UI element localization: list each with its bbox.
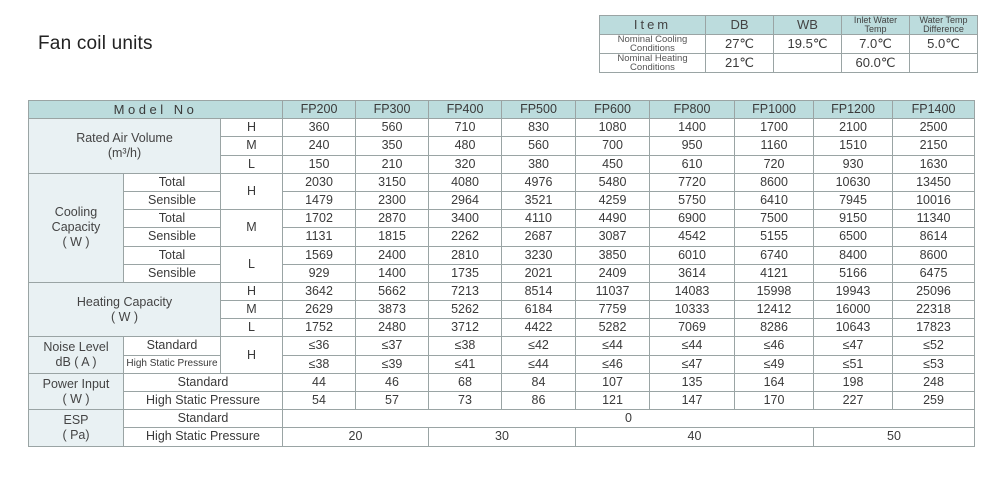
spec-cell: 1400 (356, 264, 429, 282)
spec-cell: 4259 (576, 191, 650, 209)
spec-cell: 3614 (650, 264, 735, 282)
spec-cell: 7213 (429, 282, 502, 300)
spec-cell: 150 (283, 155, 356, 173)
spec-cell: 1080 (576, 119, 650, 137)
spec-cell: 4422 (502, 319, 576, 337)
spec-cell: 5166 (814, 264, 893, 282)
row-unit: ( Pa) (62, 427, 90, 442)
spec-cell: 68 (429, 373, 502, 391)
spec-cell: ≤44 (650, 337, 735, 355)
spec-cell: 6410 (735, 191, 814, 209)
row-label: Rated Air Volume (76, 130, 173, 145)
esp-high-value: 20 (283, 428, 429, 446)
conditions-header-db: DB (706, 16, 774, 35)
spec-cell: 1630 (893, 155, 975, 173)
conditions-cell: 5.0℃ (910, 35, 978, 54)
spec-cell: 7759 (576, 301, 650, 319)
spec-cell: 7720 (650, 173, 735, 191)
model-header-fp200: FP200 (283, 101, 356, 119)
row-unit: ( W ) (62, 391, 90, 406)
spec-cell: 57 (356, 392, 429, 410)
spec-cell: 10333 (650, 301, 735, 319)
cooling-sensible-label: Sensible (124, 191, 221, 209)
esp-standard-row (29, 410, 975, 428)
cooling-total-label: Total (124, 173, 221, 191)
spec-cell: 46 (356, 373, 429, 391)
spec-cell: 560 (502, 137, 576, 155)
speed-label: L (221, 319, 283, 337)
spec-cell: 17823 (893, 319, 975, 337)
spec-cell: 44 (283, 373, 356, 391)
spec-cell: ≤46 (576, 355, 650, 373)
cooling-total-row (29, 246, 975, 264)
model-header-fp800: FP800 (650, 101, 735, 119)
spec-cell: 560 (356, 119, 429, 137)
spec-cell: 8286 (735, 319, 814, 337)
model-header-fp1200: FP1200 (814, 101, 893, 119)
spec-cell: 710 (429, 119, 502, 137)
conditions-table (599, 15, 978, 73)
esp-high-label: High Static Pressure (124, 428, 283, 446)
spec-cell: 14083 (650, 282, 735, 300)
row-label: Cooling Capacity (51, 205, 101, 235)
air-volume-row (29, 119, 975, 137)
cooling-total-label: Total (124, 210, 221, 228)
spec-cell: 54 (283, 392, 356, 410)
spec-cell: 86 (502, 392, 576, 410)
spec-cell: 4542 (650, 228, 735, 246)
power-input-label (29, 373, 124, 409)
spec-cell: 350 (356, 137, 429, 155)
spec-cell: 1131 (283, 228, 356, 246)
conditions-label: Nominal Heating Conditions (600, 54, 706, 73)
spec-cell: ≤42 (502, 337, 576, 355)
spec-cell: 2629 (283, 301, 356, 319)
spec-cell: 1160 (735, 137, 814, 155)
spec-cell: 259 (893, 392, 975, 410)
spec-cell: 1510 (814, 137, 893, 155)
spec-cell: 8614 (893, 228, 975, 246)
power-row (29, 392, 975, 410)
cooling-sensible-row (29, 228, 975, 246)
spec-cell: 16000 (814, 301, 893, 319)
spec-cell: 15998 (735, 282, 814, 300)
spec-cell: 170 (735, 392, 814, 410)
row-label: Noise Level (43, 340, 109, 355)
spec-table (28, 100, 975, 447)
spec-cell: 3521 (502, 191, 576, 209)
spec-cell: 8600 (893, 246, 975, 264)
spec-cell: 2409 (576, 264, 650, 282)
spec-cell: 1400 (650, 119, 735, 137)
spec-cell: 6475 (893, 264, 975, 282)
spec-cell: 73 (429, 392, 502, 410)
spec-cell: 1479 (283, 191, 356, 209)
spec-cell: 3230 (502, 246, 576, 264)
spec-cell: 198 (814, 373, 893, 391)
spec-cell: ≤47 (650, 355, 735, 373)
spec-cell: 320 (429, 155, 502, 173)
row-label: Power Input (42, 376, 110, 391)
esp-high-value: 50 (814, 428, 975, 446)
spec-cell: 25096 (893, 282, 975, 300)
spec-cell: ≤49 (735, 355, 814, 373)
conditions-cell: 21℃ (706, 54, 774, 73)
spec-cell: 1569 (283, 246, 356, 264)
cooling-sensible-label: Sensible (124, 228, 221, 246)
spec-cell: 950 (650, 137, 735, 155)
spec-cell: ≤39 (356, 355, 429, 373)
spec-cell: 227 (814, 392, 893, 410)
spec-cell: 8514 (502, 282, 576, 300)
esp-high-value: 30 (429, 428, 576, 446)
row-unit: ( W ) (110, 309, 139, 324)
model-header-fp400: FP400 (429, 101, 502, 119)
esp-standard-value: 0 (283, 410, 975, 428)
spec-cell: ≤46 (735, 337, 814, 355)
spec-cell: 10643 (814, 319, 893, 337)
spec-cell: 930 (814, 155, 893, 173)
spec-cell: ≤38 (283, 355, 356, 373)
spec-cell: 929 (283, 264, 356, 282)
spec-cell: 1815 (356, 228, 429, 246)
power-row (29, 373, 975, 391)
spec-cell: 240 (283, 137, 356, 155)
spec-cell: 135 (650, 373, 735, 391)
esp-standard-label: Standard (124, 410, 283, 428)
esp-high-value: 40 (576, 428, 814, 446)
spec-cell: 147 (650, 392, 735, 410)
spec-cell: 5155 (735, 228, 814, 246)
spec-cell: 4080 (429, 173, 502, 191)
spec-cell: 6900 (650, 210, 735, 228)
cooling-total-row (29, 210, 975, 228)
noise-type-label: Standard (124, 337, 221, 355)
spec-cell: 720 (735, 155, 814, 173)
spec-cell: 7945 (814, 191, 893, 209)
heating-capacity-label (29, 282, 221, 337)
noise-row (29, 337, 975, 355)
spec-cell: 7500 (735, 210, 814, 228)
spec-cell: 4110 (502, 210, 576, 228)
speed-label: H (221, 337, 283, 373)
model-header-fp600: FP600 (576, 101, 650, 119)
heating-row (29, 282, 975, 300)
conditions-header-wb: WB (774, 16, 842, 35)
spec-cell: 5262 (429, 301, 502, 319)
spec-cell: ≤36 (283, 337, 356, 355)
spec-cell: 4490 (576, 210, 650, 228)
model-no-header: Model No (29, 101, 283, 119)
spec-cell: 9150 (814, 210, 893, 228)
spec-cell: ≤44 (502, 355, 576, 373)
spec-cell: 3712 (429, 319, 502, 337)
spec-cell: 1752 (283, 319, 356, 337)
conditions-cell: 60.0℃ (842, 54, 910, 73)
speed-label: M (221, 137, 283, 155)
spec-cell: 1702 (283, 210, 356, 228)
cooling-capacity-label (29, 173, 124, 282)
spec-cell: ≤47 (814, 337, 893, 355)
spec-cell: ≤44 (576, 337, 650, 355)
conditions-row-heating (600, 54, 978, 73)
spec-cell: 2687 (502, 228, 576, 246)
spec-cell: 1735 (429, 264, 502, 282)
spec-cell: 164 (735, 373, 814, 391)
model-header-fp1000: FP1000 (735, 101, 814, 119)
cooling-total-label: Total (124, 246, 221, 264)
spec-cell: 13450 (893, 173, 975, 191)
speed-label: H (221, 119, 283, 137)
spec-cell: 4976 (502, 173, 576, 191)
speed-label: H (221, 282, 283, 300)
air-volume-label (29, 119, 221, 174)
spec-cell: ≤41 (429, 355, 502, 373)
conditions-header-diff: Water Temp Difference (910, 16, 978, 35)
model-header-fp500: FP500 (502, 101, 576, 119)
conditions-label: Nominal Cooling Conditions (600, 35, 706, 54)
esp-high-row (29, 428, 975, 446)
row-label: ESP (63, 412, 89, 427)
spec-cell: 210 (356, 155, 429, 173)
spec-cell: 2400 (356, 246, 429, 264)
spec-cell: 380 (502, 155, 576, 173)
spec-cell: 107 (576, 373, 650, 391)
speed-label: M (221, 210, 283, 246)
esp-label (29, 410, 124, 446)
spec-cell: 3642 (283, 282, 356, 300)
speed-label: H (221, 173, 283, 209)
spec-cell: 480 (429, 137, 502, 155)
model-header-fp300: FP300 (356, 101, 429, 119)
noise-row (29, 355, 975, 373)
spec-cell: 10630 (814, 173, 893, 191)
spec-cell: 22318 (893, 301, 975, 319)
spec-cell: 2150 (893, 137, 975, 155)
spec-cell: ≤37 (356, 337, 429, 355)
spec-cell: 2500 (893, 119, 975, 137)
spec-cell: 11037 (576, 282, 650, 300)
cooling-sensible-row (29, 264, 975, 282)
speed-label: L (221, 246, 283, 282)
cooling-sensible-label: Sensible (124, 264, 221, 282)
spec-cell: 360 (283, 119, 356, 137)
spec-cell: 5480 (576, 173, 650, 191)
conditions-row-cooling (600, 35, 978, 54)
cooling-sensible-row (29, 191, 975, 209)
spec-cell: 1700 (735, 119, 814, 137)
spec-cell: 3087 (576, 228, 650, 246)
spec-cell: 5750 (650, 191, 735, 209)
spec-cell: ≤38 (429, 337, 502, 355)
row-label: Heating Capacity (76, 294, 173, 309)
spec-cell: 5662 (356, 282, 429, 300)
spec-cell: 3873 (356, 301, 429, 319)
model-header-row (29, 101, 975, 119)
cooling-total-row (29, 173, 975, 191)
spec-cell: 10016 (893, 191, 975, 209)
spec-cell: ≤51 (814, 355, 893, 373)
spec-cell: 2870 (356, 210, 429, 228)
spec-cell: 7069 (650, 319, 735, 337)
spec-cell: 2021 (502, 264, 576, 282)
power-type-label: Standard (124, 373, 283, 391)
spec-cell: ≤52 (893, 337, 975, 355)
spec-cell: 11340 (893, 210, 975, 228)
conditions-cell (774, 54, 842, 73)
spec-cell: 2100 (814, 119, 893, 137)
spec-cell: ≤53 (893, 355, 975, 373)
conditions-header-row (600, 16, 978, 35)
spec-cell: 3850 (576, 246, 650, 264)
conditions-header-item: Item (600, 16, 706, 35)
speed-label: M (221, 301, 283, 319)
spec-cell: 3150 (356, 173, 429, 191)
spec-cell: 248 (893, 373, 975, 391)
spec-cell: 4121 (735, 264, 814, 282)
spec-cell: 8400 (814, 246, 893, 264)
spec-cell: 2030 (283, 173, 356, 191)
spec-cell: 6010 (650, 246, 735, 264)
spec-cell: 2262 (429, 228, 502, 246)
row-unit: dB ( A ) (55, 355, 97, 370)
conditions-header-inlet: Inlet Water Temp (842, 16, 910, 35)
spec-cell: 450 (576, 155, 650, 173)
spec-cell: 830 (502, 119, 576, 137)
conditions-cell: 7.0℃ (842, 35, 910, 54)
spec-cell: 6740 (735, 246, 814, 264)
row-unit: ( W ) (62, 235, 90, 250)
spec-cell: 8600 (735, 173, 814, 191)
spec-cell: 2300 (356, 191, 429, 209)
model-header-fp1400: FP1400 (893, 101, 975, 119)
spec-cell: 2480 (356, 319, 429, 337)
spec-cell: 2810 (429, 246, 502, 264)
spec-cell: 2964 (429, 191, 502, 209)
speed-label: L (221, 155, 283, 173)
spec-cell: 84 (502, 373, 576, 391)
conditions-cell: 19.5℃ (774, 35, 842, 54)
spec-cell: 6184 (502, 301, 576, 319)
spec-cell: 12412 (735, 301, 814, 319)
conditions-cell (910, 54, 978, 73)
noise-level-label (29, 337, 124, 373)
spec-cell: 610 (650, 155, 735, 173)
spec-cell: 700 (576, 137, 650, 155)
spec-cell: 121 (576, 392, 650, 410)
noise-type-label: High Static Pressure (124, 355, 221, 373)
power-type-label: High Static Pressure (124, 392, 283, 410)
row-unit: (m³/h) (107, 145, 142, 160)
spec-cell: 3400 (429, 210, 502, 228)
conditions-cell: 27℃ (706, 35, 774, 54)
spec-cell: 5282 (576, 319, 650, 337)
spec-cell: 6500 (814, 228, 893, 246)
page-title: Fan coil units (38, 33, 153, 54)
spec-cell: 19943 (814, 282, 893, 300)
